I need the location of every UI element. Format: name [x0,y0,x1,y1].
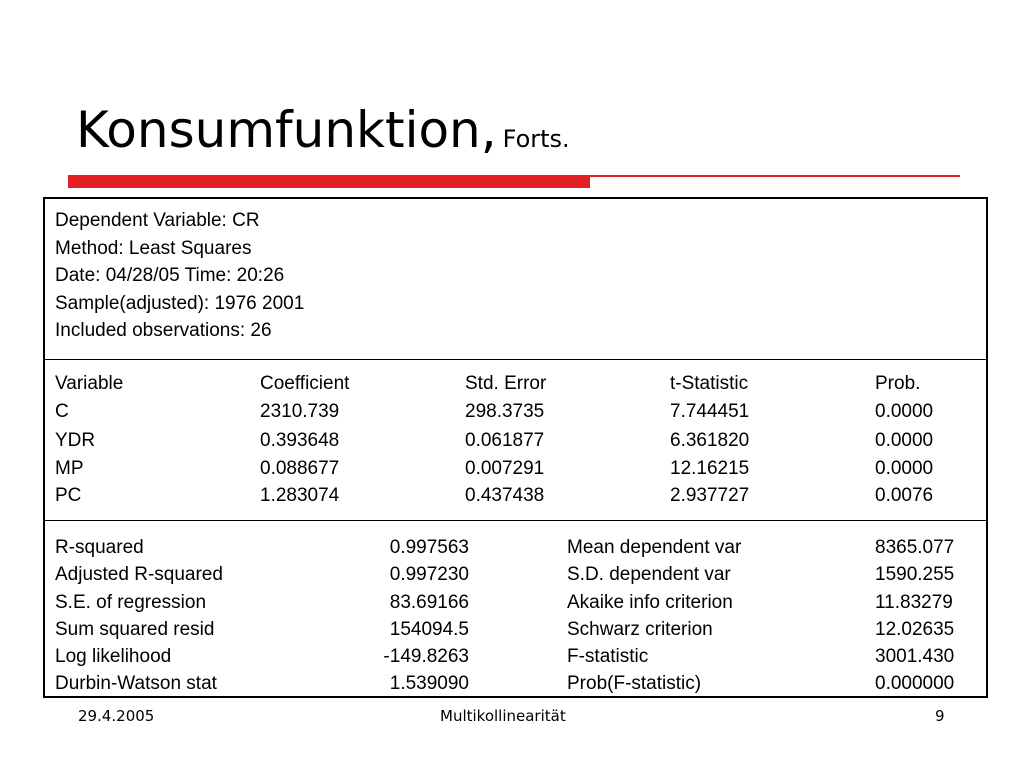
estimation-info [55,207,304,345]
stat-value: 0.997230 [389,564,469,586]
coefficient-table [55,370,986,510]
info-line: Sample(adjusted): 1976 2001 [55,292,305,314]
info-line: Included observations: 26 [55,320,272,341]
section-divider [45,520,986,521]
stat-value: 3001.430 [875,646,955,668]
stat-value: 0.000000 [875,673,955,695]
table-cell: MP [55,457,84,479]
stat-value: 1590.255 [875,564,955,586]
table-cell: 0.0000 [875,457,934,479]
title-underline-bar [68,175,590,188]
stat-label: S.E. of regression [55,591,207,613]
stat-label: S.D. dependent var [567,564,731,586]
stat-label: Akaike info criterion [567,591,733,613]
stats-row [55,643,986,670]
table-cell: 2.937727 [670,485,750,506]
stats-row [55,561,986,588]
table-cell: YDR [55,430,96,451]
stats-row [55,534,986,561]
table-cell: 0.0000 [875,401,934,422]
column-header: Coefficient [260,373,350,394]
table-cell: 0.0076 [875,485,934,506]
table-cell: 0.061877 [465,430,545,451]
table-cell: 12.16215 [670,457,750,479]
table-cell: PC [55,485,82,506]
table-row [55,398,986,427]
table-cell: 2310.739 [260,401,340,422]
table-row [55,482,986,510]
column-header: t-Statistic [670,373,749,394]
table-row [55,455,986,483]
regression-output-box [43,197,988,698]
info-line: Date: 04/28/05 Time: 20:26 [55,265,285,286]
slide-subtitle: Forts. [502,125,570,153]
table-cell: 0.437438 [465,485,545,506]
stat-label: F-statistic [567,646,649,668]
stat-label: R-squared [55,537,144,558]
title-underline-line [590,175,960,177]
column-header: Variable [55,373,124,394]
table-cell: 298.3735 [465,401,545,422]
stat-label: Log likelihood [55,646,172,668]
info-line: Method: Least Squares [55,237,252,259]
footer-date: 29.4.2005 [78,707,155,725]
stats-row [55,670,986,697]
coefficient-header-row [55,370,986,398]
table-cell: 0.0000 [875,430,934,451]
stat-label: Schwarz criterion [567,618,713,640]
column-header: Prob. [875,373,921,394]
table-cell: 0.088677 [260,457,340,479]
table-cell: 6.361820 [670,430,750,451]
footer-title: Multikollinearität [440,707,566,725]
table-cell: 0.393648 [260,430,340,451]
table-cell: 7.744451 [670,401,750,422]
stat-label: Sum squared resid [55,618,215,640]
page-number: 9 [935,707,945,725]
table-row [55,427,986,455]
stats-row [55,616,986,643]
stat-value: 0.997563 [389,537,469,558]
stat-label: Durbin-Watson stat [55,673,217,695]
table-cell: 0.007291 [465,457,545,479]
table-cell: 1.283074 [260,485,340,506]
slide-title [76,100,570,169]
stat-value: 1.539090 [389,673,469,695]
table-cell: C [55,401,69,422]
stat-value: 12.02635 [875,618,955,640]
stat-label: Mean dependent var [567,537,742,558]
stat-label: Adjusted R-squared [55,564,223,586]
stat-label: Prob(F-statistic) [567,673,702,695]
stat-value: 83.69166 [389,591,469,613]
stat-value: 154094.5 [389,618,469,640]
summary-statistics [55,534,986,698]
stats-row [55,589,986,616]
section-divider [45,359,986,360]
info-line: Dependent Variable: CR [55,210,260,231]
slide-title-main: Konsumfunktion, [76,101,497,159]
stat-value: 11.83279 [875,591,953,613]
stat-value: 8365.077 [875,537,955,558]
column-header: Std. Error [465,373,547,394]
stat-value: -149.8263 [383,646,469,668]
